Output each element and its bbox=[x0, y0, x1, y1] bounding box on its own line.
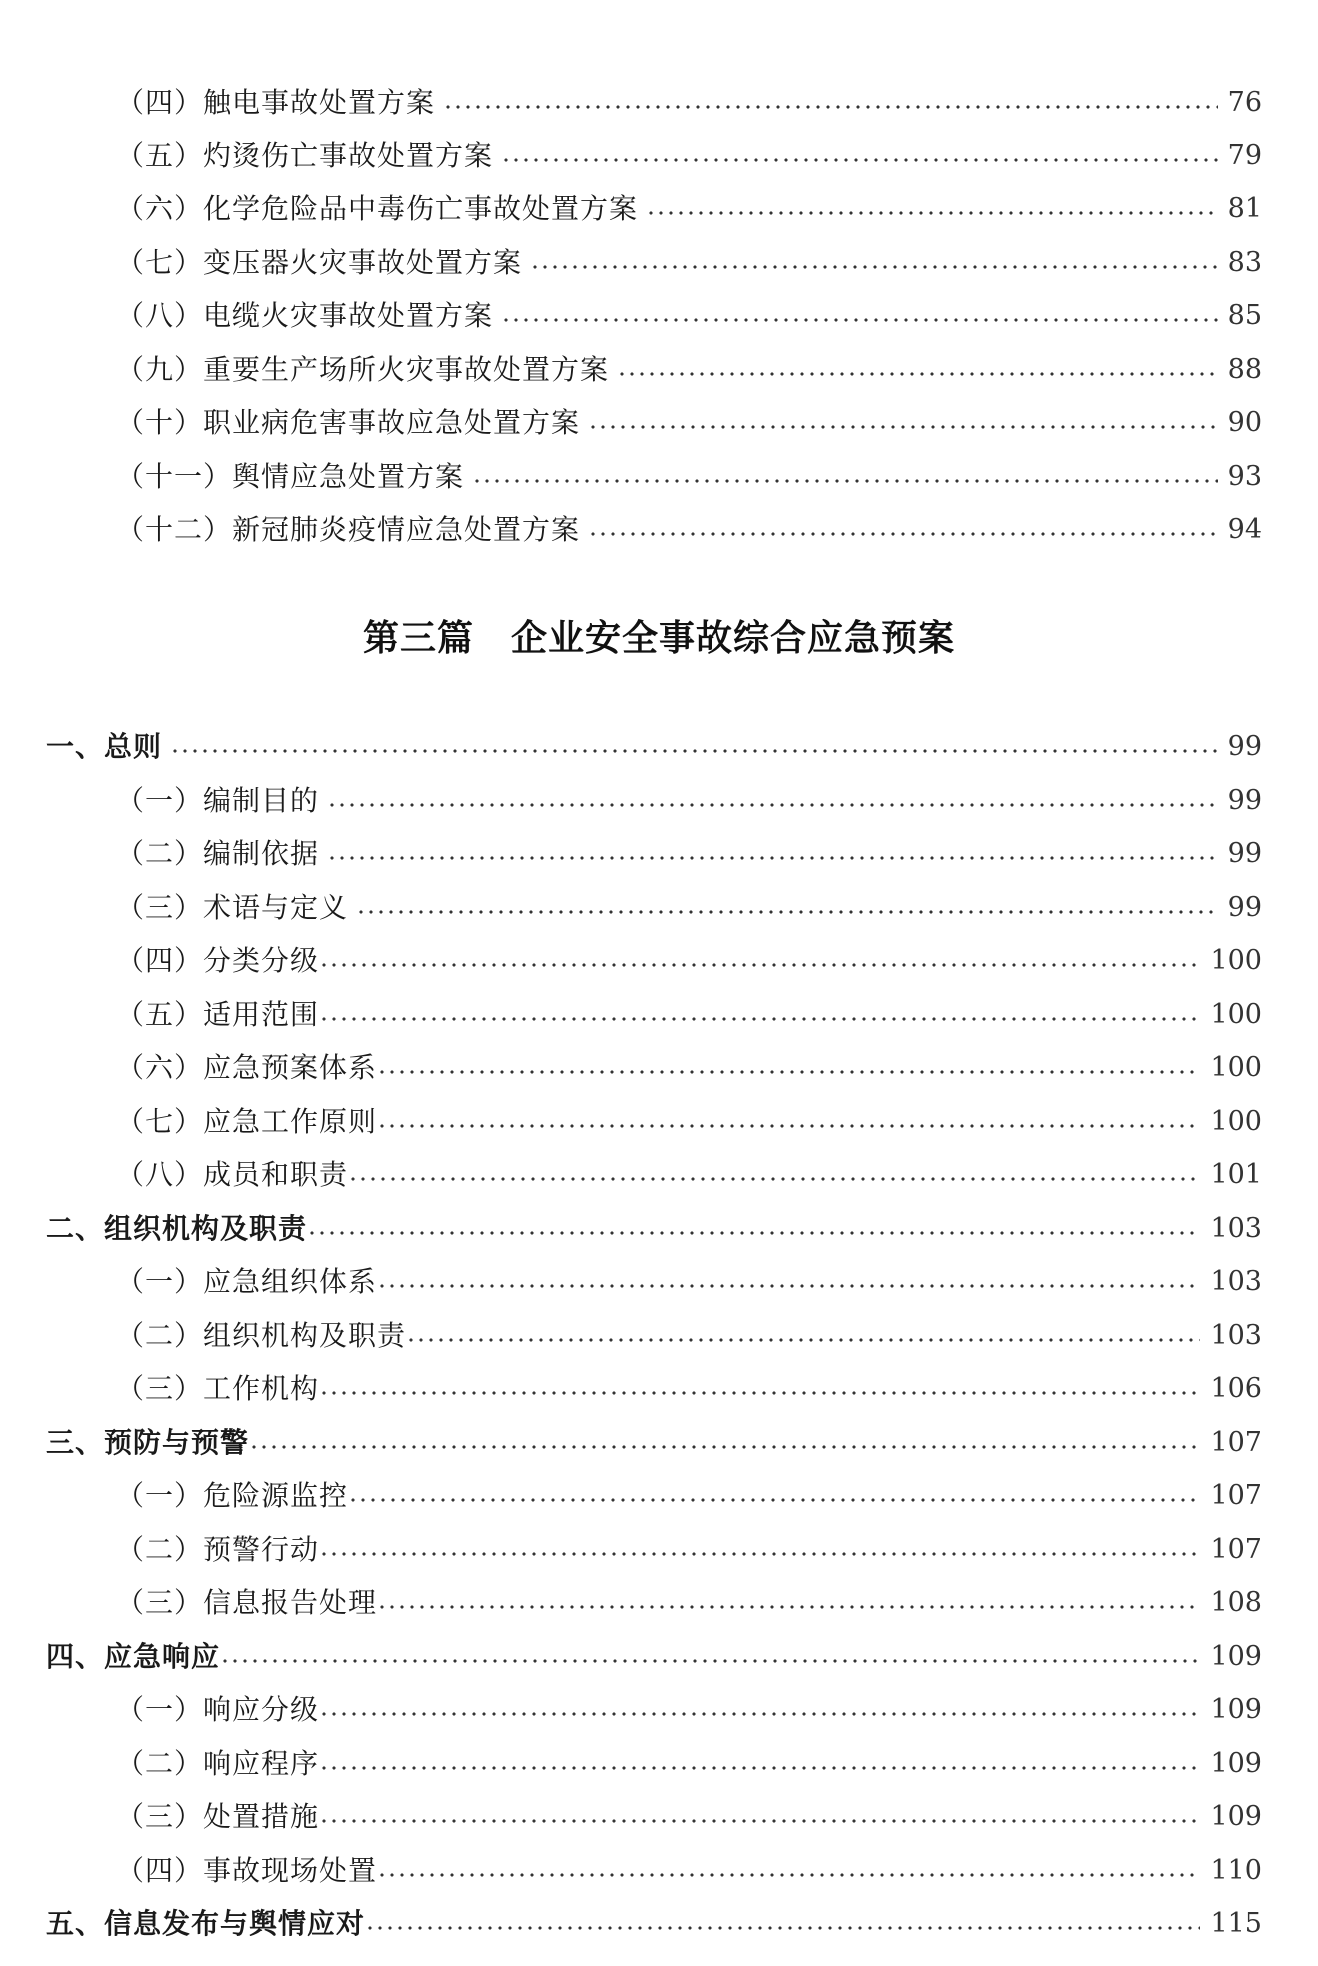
dot-leader bbox=[443, 105, 1218, 109]
toc-page-number: 99 bbox=[1227, 731, 1262, 762]
dot-leader bbox=[319, 1819, 1200, 1823]
toc-page-number: 109 bbox=[1210, 1641, 1262, 1672]
toc-page-number: 99 bbox=[1227, 785, 1262, 816]
dot-leader bbox=[348, 1177, 1200, 1181]
toc-page-number: 100 bbox=[1210, 999, 1262, 1030]
toc-entry[interactable] bbox=[116, 1364, 1262, 1414]
toc-entry[interactable] bbox=[116, 1311, 1262, 1361]
toc-entry-label: （九）重要生产场所火灾事故处置方案 bbox=[116, 353, 610, 386]
toc-entry-label: （四）触电事故处置方案 bbox=[116, 86, 436, 119]
dot-leader bbox=[377, 1605, 1200, 1609]
toc-entry-label: （五）灼烫伤亡事故处置方案 bbox=[116, 139, 494, 172]
toc-entry[interactable] bbox=[116, 398, 1262, 448]
toc-entry-label: （八）成员和职责 bbox=[116, 1158, 349, 1191]
toc-entry-label: （一）响应分级 bbox=[116, 1693, 320, 1726]
toc-chapter-entry[interactable] bbox=[46, 1632, 1262, 1682]
dot-leader bbox=[249, 1445, 1200, 1449]
toc-page-number: 88 bbox=[1227, 354, 1262, 385]
toc-chapter-entry[interactable] bbox=[46, 1204, 1262, 1254]
toc-entry[interactable] bbox=[116, 131, 1262, 181]
toc-page-number: 106 bbox=[1210, 1373, 1262, 1404]
toc-entry-label: （二）预警行动 bbox=[116, 1533, 320, 1566]
toc-entry[interactable] bbox=[116, 883, 1262, 933]
toc-entry-label: （十一）舆情应急处置方案 bbox=[116, 460, 465, 493]
toc-page-number: 76 bbox=[1227, 87, 1262, 118]
toc-page-number: 110 bbox=[1210, 1855, 1262, 1886]
toc-entry[interactable] bbox=[116, 1150, 1262, 1200]
toc-entry-label: （三）工作机构 bbox=[116, 1372, 320, 1405]
toc-page-number: 83 bbox=[1227, 247, 1262, 278]
toc-entry-label: （十二）新冠肺炎疫情应急处置方案 bbox=[116, 513, 581, 546]
toc-chapter-entry[interactable] bbox=[46, 1418, 1262, 1468]
dot-leader bbox=[377, 1070, 1200, 1074]
toc-entry[interactable] bbox=[116, 452, 1262, 502]
dot-leader bbox=[319, 1391, 1200, 1395]
toc-page-number: 79 bbox=[1227, 140, 1262, 171]
toc-entry-label: （二）组织机构及职责 bbox=[116, 1319, 407, 1352]
toc-entry[interactable] bbox=[116, 1525, 1262, 1575]
dot-leader bbox=[588, 532, 1218, 536]
dot-leader bbox=[319, 1766, 1200, 1770]
dot-leader bbox=[365, 1926, 1200, 1930]
toc-entry-label: （六）化学危险品中毒伤亡事故处置方案 bbox=[116, 192, 639, 225]
toc-entry-label: （一）危险源监控 bbox=[116, 1479, 349, 1512]
toc-entry-label: （二）响应程序 bbox=[116, 1747, 320, 1780]
dot-leader bbox=[170, 749, 1218, 753]
toc-entry-label: 一、总则 bbox=[46, 730, 163, 763]
dot-leader bbox=[377, 1124, 1200, 1128]
dot-leader bbox=[327, 803, 1218, 807]
dot-leader bbox=[220, 1659, 1200, 1663]
dot-leader bbox=[319, 1712, 1200, 1716]
toc-entry[interactable] bbox=[116, 1685, 1262, 1735]
toc-entry-label: 五、信息发布与舆情应对 bbox=[46, 1907, 366, 1940]
toc-entry[interactable] bbox=[116, 238, 1262, 288]
toc-entry[interactable] bbox=[116, 1792, 1262, 1842]
part-title: 第三篇 企业安全事故综合应急预案 bbox=[362, 617, 955, 659]
toc-entry-label: （一）编制目的 bbox=[116, 784, 320, 817]
toc-page-number: 107 bbox=[1210, 1427, 1262, 1458]
dot-leader bbox=[588, 425, 1218, 429]
toc-entry[interactable] bbox=[116, 345, 1262, 395]
dot-leader bbox=[501, 158, 1218, 162]
toc-entry[interactable] bbox=[116, 990, 1262, 1040]
dot-leader bbox=[377, 1284, 1200, 1288]
dot-leader bbox=[319, 963, 1200, 967]
toc-page-number: 103 bbox=[1210, 1266, 1262, 1297]
toc-page-number: 109 bbox=[1210, 1748, 1262, 1779]
toc-page-number: 100 bbox=[1210, 1106, 1262, 1137]
dot-leader bbox=[617, 372, 1218, 376]
toc-entry-label: （八）电缆火灾事故处置方案 bbox=[116, 299, 494, 332]
toc-entry[interactable] bbox=[116, 1043, 1262, 1093]
toc-entry-label: （三）处置措施 bbox=[116, 1800, 320, 1833]
dot-leader bbox=[348, 1498, 1200, 1502]
toc-chapter-entry[interactable] bbox=[46, 1899, 1262, 1949]
toc-entry[interactable] bbox=[116, 184, 1262, 234]
toc-entry[interactable] bbox=[116, 1578, 1262, 1628]
toc-entry-label: （三）信息报告处理 bbox=[116, 1586, 378, 1619]
toc-page-number: 100 bbox=[1210, 1052, 1262, 1083]
dot-leader bbox=[472, 479, 1218, 483]
toc-chapter-entry[interactable] bbox=[46, 722, 1262, 772]
toc-page-number: 81 bbox=[1227, 193, 1262, 224]
dot-leader bbox=[327, 856, 1218, 860]
toc-page-number: 103 bbox=[1210, 1320, 1262, 1351]
toc-entry[interactable] bbox=[116, 1739, 1262, 1789]
toc-page-number: 94 bbox=[1227, 514, 1262, 545]
toc-page-number: 99 bbox=[1227, 838, 1262, 869]
dot-leader bbox=[501, 318, 1218, 322]
dot-leader bbox=[356, 910, 1218, 914]
toc-entry-label: （三）术语与定义 bbox=[116, 891, 349, 924]
dot-leader bbox=[530, 265, 1218, 269]
toc-page-number: 90 bbox=[1227, 407, 1262, 438]
toc-entry-label: （五）适用范围 bbox=[116, 998, 320, 1031]
toc-entry[interactable] bbox=[116, 1471, 1262, 1521]
toc-entry-label: （六）应急预案体系 bbox=[116, 1051, 378, 1084]
toc-page-number: 101 bbox=[1210, 1159, 1262, 1190]
toc-entry-label: 三、预防与预警 bbox=[46, 1426, 250, 1459]
toc-entry[interactable] bbox=[116, 1257, 1262, 1307]
toc-entry[interactable] bbox=[116, 1097, 1262, 1147]
toc-page-number: 115 bbox=[1210, 1908, 1262, 1939]
toc-entry[interactable] bbox=[116, 776, 1262, 826]
toc-entry[interactable] bbox=[116, 829, 1262, 879]
toc-page-number: 109 bbox=[1210, 1801, 1262, 1832]
dot-leader bbox=[307, 1231, 1200, 1235]
dot-leader bbox=[377, 1873, 1200, 1877]
toc-page-number: 109 bbox=[1210, 1694, 1262, 1725]
dot-leader bbox=[319, 1017, 1200, 1021]
toc-entry[interactable] bbox=[116, 291, 1262, 341]
dot-leader bbox=[646, 211, 1218, 215]
toc-page-number: 99 bbox=[1227, 892, 1262, 923]
toc-entry[interactable] bbox=[116, 505, 1262, 555]
toc-page-number: 108 bbox=[1210, 1587, 1262, 1618]
toc-entry[interactable] bbox=[116, 1846, 1262, 1896]
toc-entry-label: （二）编制依据 bbox=[116, 837, 320, 870]
toc-entry-label: （七）变压器火灾事故处置方案 bbox=[116, 246, 523, 279]
toc-entry-label: （四）分类分级 bbox=[116, 944, 320, 977]
toc-entry-label: （一）应急组织体系 bbox=[116, 1265, 378, 1298]
toc-page-number: 107 bbox=[1210, 1480, 1262, 1511]
toc-page-number: 100 bbox=[1210, 945, 1262, 976]
toc-entry-label: （十）职业病危害事故应急处置方案 bbox=[116, 406, 581, 439]
toc-entry[interactable] bbox=[116, 936, 1262, 986]
dot-leader bbox=[319, 1552, 1200, 1556]
toc-entry-label: （四）事故现场处置 bbox=[116, 1854, 378, 1887]
toc-entry-label: （七）应急工作原则 bbox=[116, 1105, 378, 1138]
toc-entry-label: 二、组织机构及职责 bbox=[46, 1212, 308, 1245]
toc-page-number: 85 bbox=[1227, 300, 1262, 331]
toc-entry-label: 四、应急响应 bbox=[46, 1640, 221, 1673]
toc-page-number: 107 bbox=[1210, 1534, 1262, 1565]
toc-page-number: 103 bbox=[1210, 1213, 1262, 1244]
toc-page-number: 93 bbox=[1227, 461, 1262, 492]
dot-leader bbox=[406, 1338, 1200, 1342]
toc-entry[interactable] bbox=[116, 78, 1262, 128]
